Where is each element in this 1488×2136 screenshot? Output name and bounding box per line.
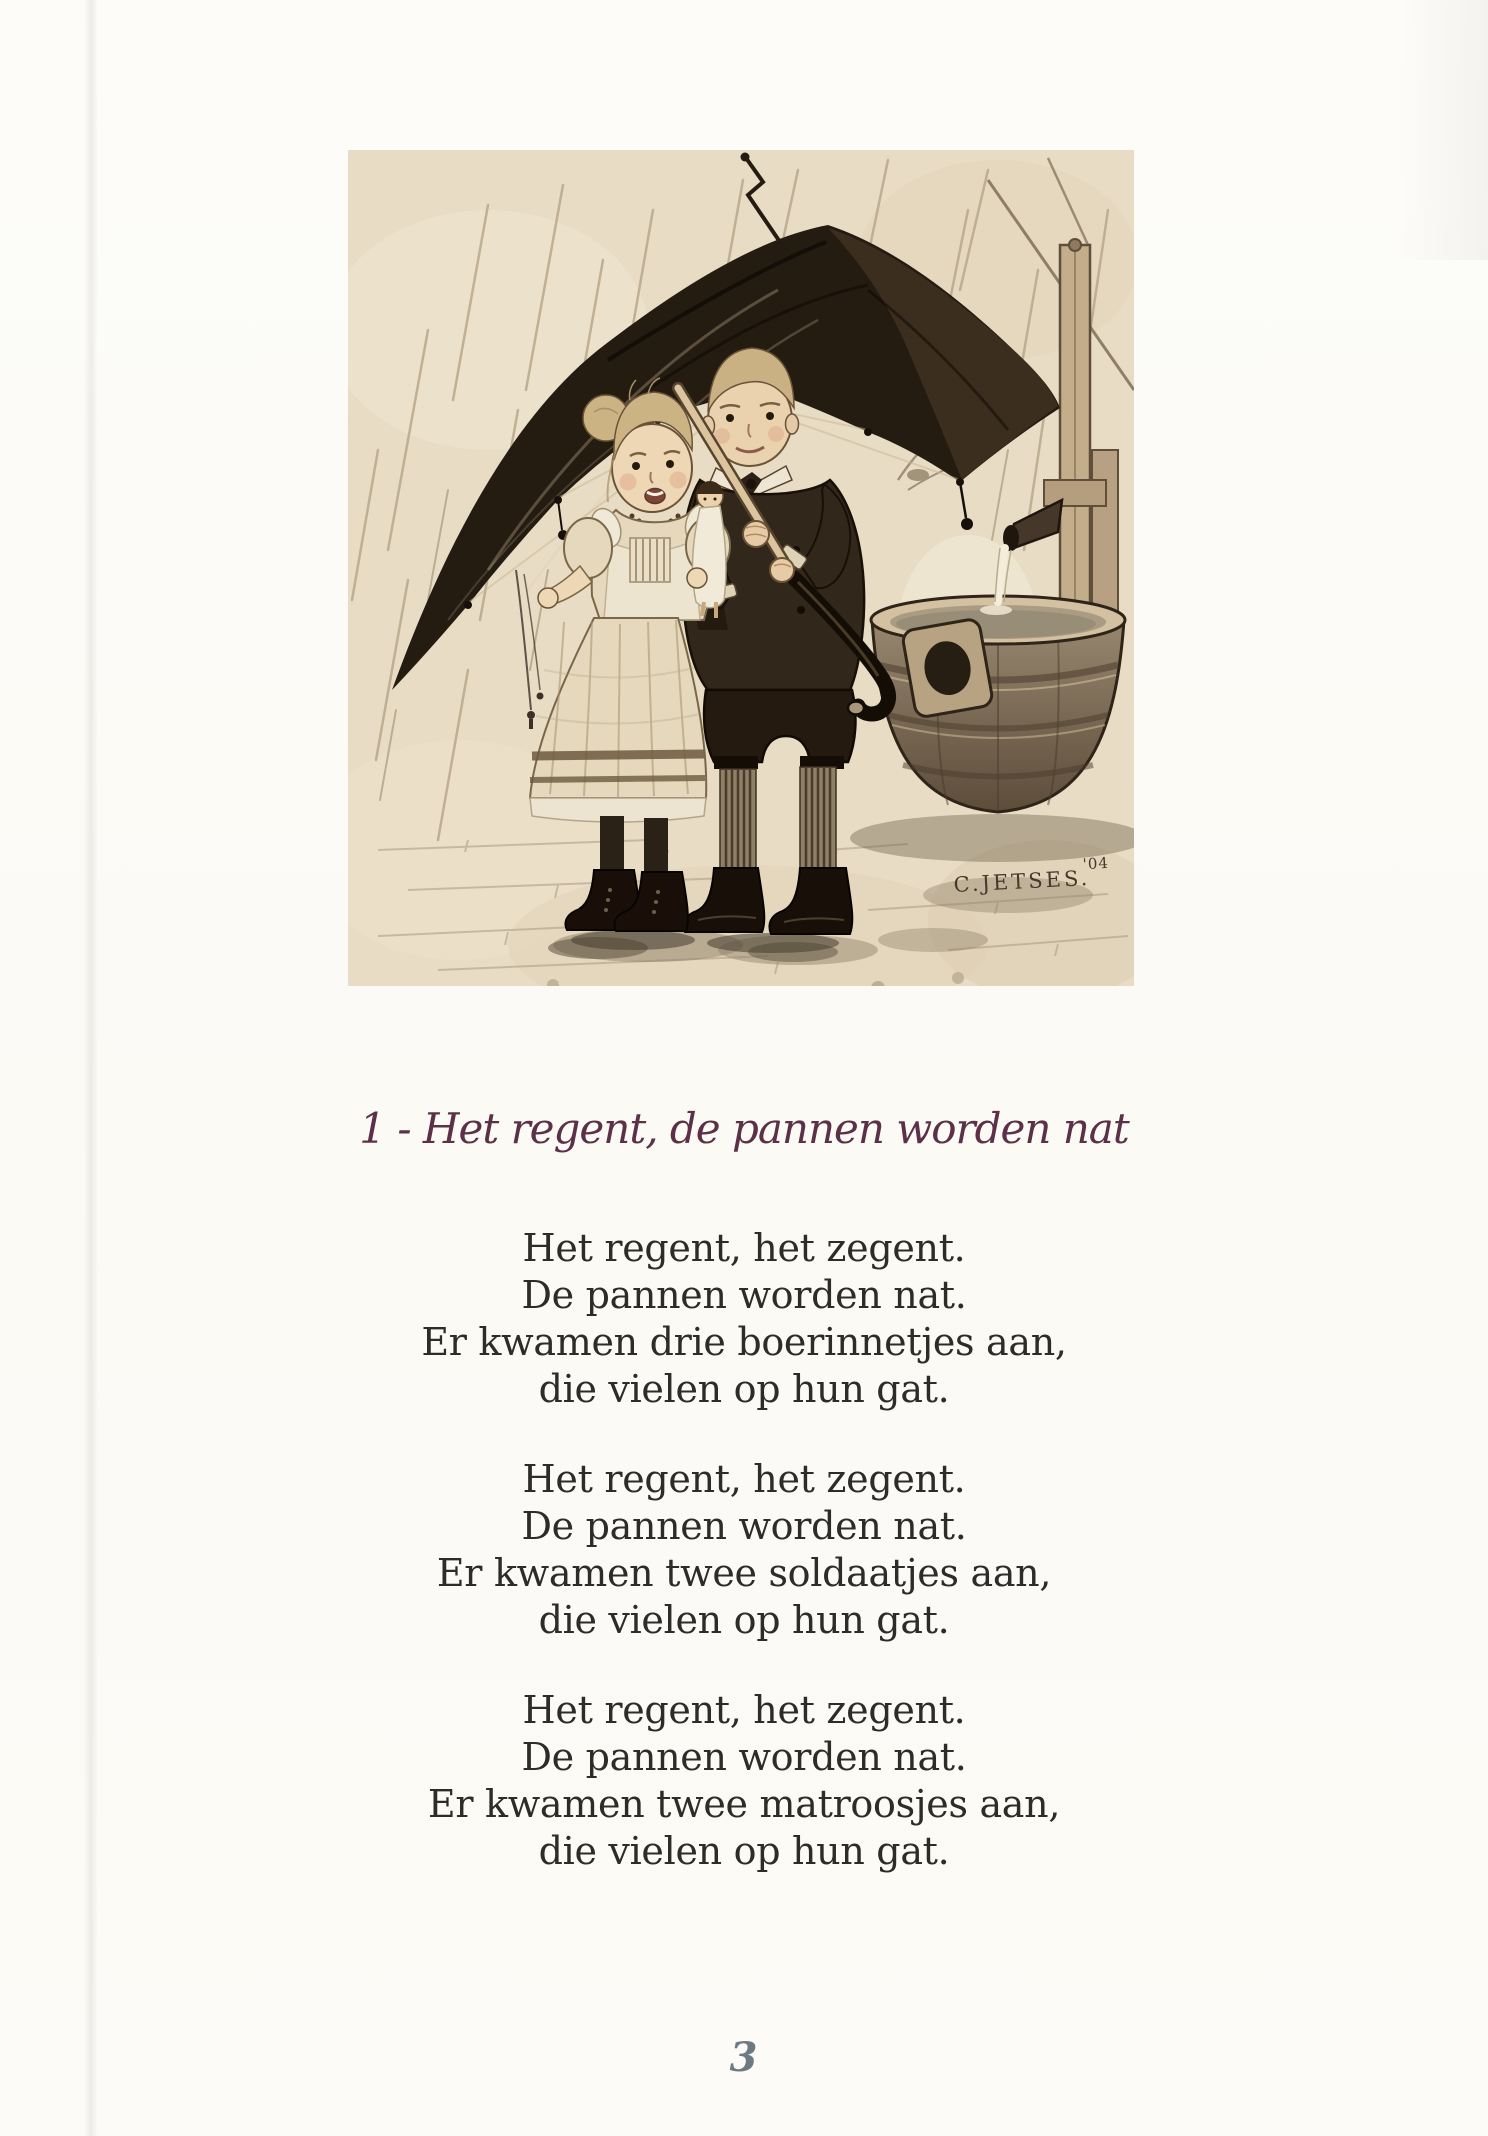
signature-text: C.JETSES. [953, 865, 1091, 897]
verse-line: Er kwamen twee soldaatjes aan, [436, 1551, 1052, 1595]
verse-1 [0, 1225, 1488, 1413]
tub-handle [901, 618, 993, 718]
verse-line: die vielen op hun gat. [538, 1367, 950, 1411]
verse-line: die vielen op hun gat. [538, 1829, 950, 1873]
verse-3 [0, 1687, 1488, 1875]
song-verses [0, 1225, 1488, 1918]
verse-line: De pannen worden nat. [521, 1273, 967, 1317]
washtub [850, 596, 1134, 862]
verse-line: De pannen worden nat. [521, 1735, 967, 1779]
verse-2 [0, 1456, 1488, 1644]
song-title: 1 - Het regent, de pannen worden nat [359, 1104, 1129, 1153]
page-number: 3 [729, 2034, 759, 2081]
scan-shadow [1398, 0, 1488, 260]
verse-line: die vielen op hun gat. [538, 1598, 950, 1642]
verse-line: De pannen worden nat. [521, 1504, 967, 1548]
verse-line: Het regent, het zegent. [522, 1457, 966, 1501]
illustration-plate [348, 150, 1134, 986]
verse-line: Er kwamen drie boerinnetjes aan, [421, 1320, 1067, 1364]
verse-line: Het regent, het zegent. [522, 1226, 966, 1270]
verse-line: Het regent, het zegent. [522, 1688, 966, 1732]
signature-year: '04 [1082, 853, 1110, 874]
illustration-drawing [348, 150, 1134, 986]
verse-line: Er kwamen twee matroosjes aan, [427, 1782, 1061, 1826]
